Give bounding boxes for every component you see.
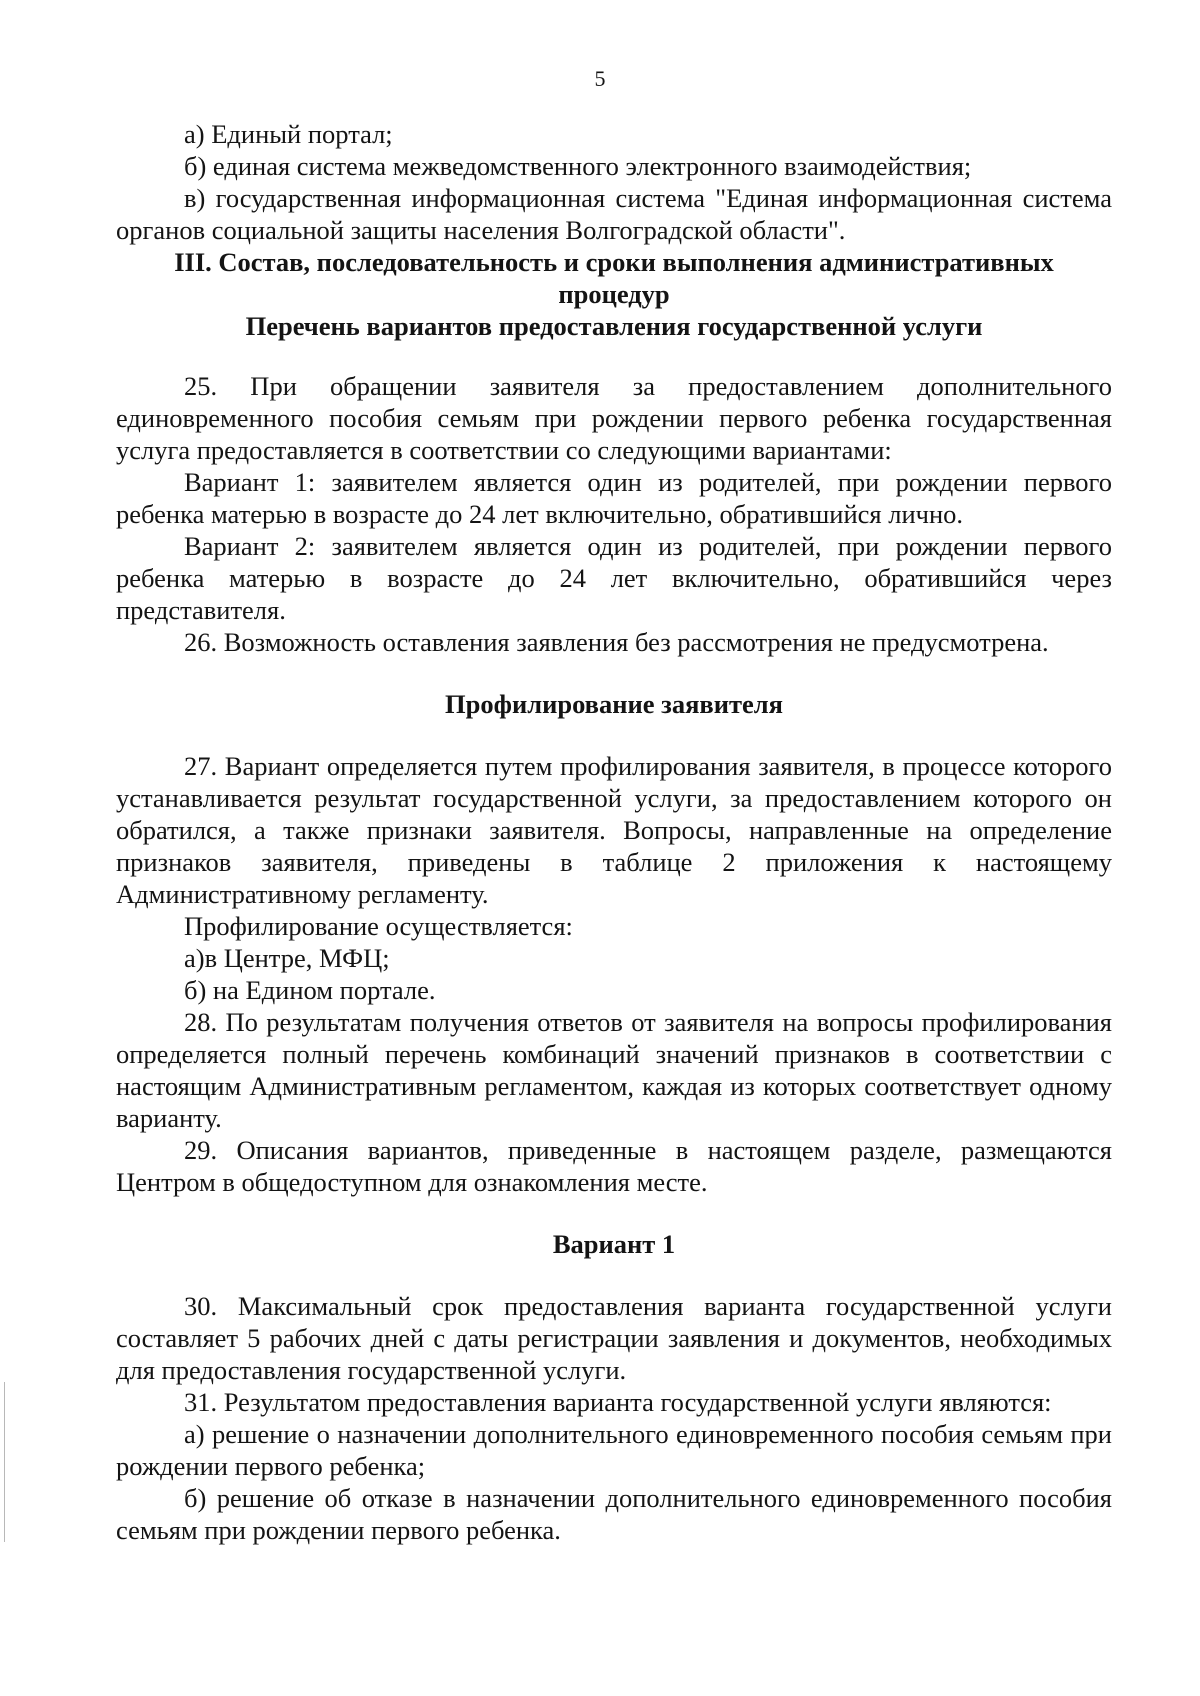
profiling-heading: Профилирование заявителя [445,689,783,719]
paragraph-31-b: б) решение об отказе в назначении дополнительного единовременного пособия семьям при рождении первого ребенка. [116,1483,1112,1545]
paragraph-profiling-a: а)в Центре, МФЦ; [184,943,390,973]
paragraph-28: 28. По результатам получения ответов от заявителя на вопросы профилирования определяется полный перечень комбинаций значений признаков в соответствии с настоящим Административным регламентом, каждая из которых соответствует одному варианту. [116,1007,1112,1133]
spacer [116,720,1112,750]
paragraph-29: 29. Описания вариантов, приведенные в настоящем разделе, размещаются Центром в общедоступном для ознакомления месте. [116,1135,1112,1197]
paragraph-item-a: а) Единый портал; [184,119,393,149]
spacer [116,1198,1112,1228]
document-body [116,118,1112,1546]
section-subheading: Перечень вариантов предоставления государственной услуги [245,311,983,341]
spacer [116,342,1112,370]
scan-edge-line [4,1382,5,1542]
page-number: 5 [594,66,606,91]
paragraph-25: 25. При обращении заявителя за предоставлением дополнительного единовременного пособия семьям при рождении первого ребенка государственная услуга предоставляется в соответствии со следующими вариантами: [116,371,1112,465]
paragraph-26: 26. Возможность оставления заявления без рассмотрения не предусмотрена. [184,627,1049,657]
paragraph-profiling-intro: Профилирование осуществляется: [184,911,573,941]
section-heading: III. Состав, последовательность и сроки выполнения административных процедур [174,247,1054,309]
spacer [116,658,1112,688]
paragraph-profiling-b: б) на Едином портале. [184,975,436,1005]
paragraph-item-c: в) государственная информационная система "Единая информационная система органов социальной защиты населения Волгоградской области". [116,183,1112,245]
paragraph-27: 27. Вариант определяется путем профилирования заявителя, в процессе которого устанавливается результат государственной услуги, за предоставлением которого он обратился, а также признаки заявителя. Вопросы, направленные на определение признаков заявителя, приведены в таблице 2 приложения к настоящему Административному регламенту. [116,751,1112,909]
paragraph-item-b: б) единая система межведомственного электронного взаимодействия; [184,151,972,181]
paragraph-31-a: а) решение о назначении дополнительного единовременного пособия семьям при рождении первого ребенка; [116,1419,1112,1481]
paragraph-31: 31. Результатом предоставления варианта государственной услуги являются: [184,1387,1052,1417]
paragraph-30: 30. Максимальный срок предоставления варианта государственной услуги составляет 5 рабочих дней с даты регистрации заявления и документов, необходимых для предоставления государственной услуги. [116,1291,1112,1385]
paragraph-variant-1: Вариант 1: заявителем является один из родителей, при рождении первого ребенка матерью в возрасте до 24 лет включительно, обратившийся лично. [116,467,1112,529]
spacer [116,1260,1112,1290]
paragraph-variant-2: Вариант 2: заявителем является один из родителей, при рождении первого ребенка матерью в возрасте до 24 лет включительно, обратившийся через представителя. [116,531,1112,625]
variant1-heading: Вариант 1 [552,1229,676,1259]
